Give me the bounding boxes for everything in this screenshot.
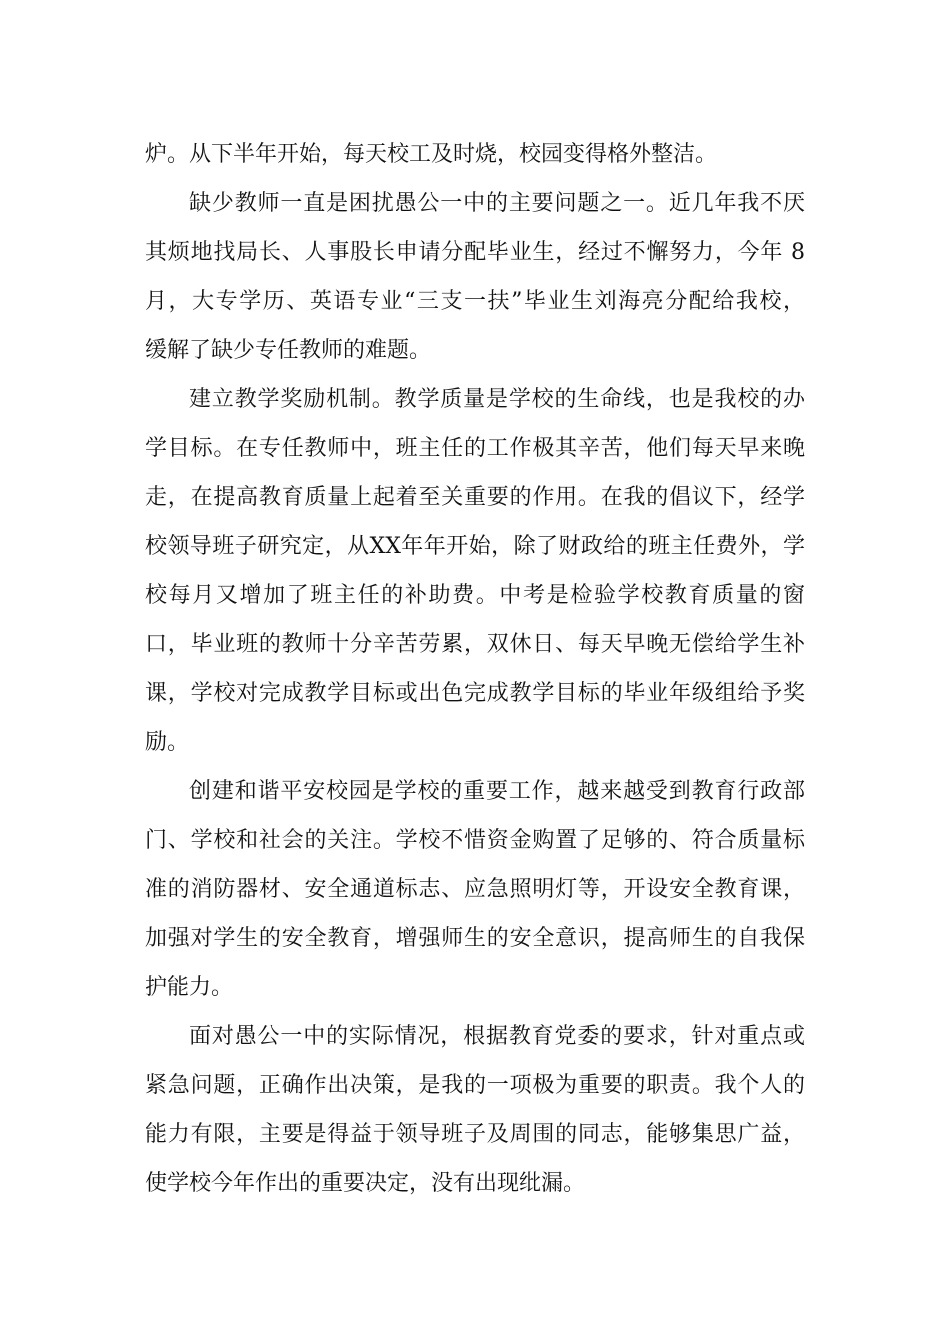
text-line: 炉。从下半年开始，每天校工及时烧，校园变得格外整洁。 [145, 142, 718, 167]
text-line: 缺少教师一直是困扰愚公一中的主要问题之一。近几年我不厌 [189, 191, 805, 216]
text-line: 护能力。 [145, 975, 234, 1000]
text-line: 门、学校和社会的关注。学校不惜资金购置了足够的、符合质量标 [145, 828, 805, 853]
text-line: 紧急问题，正确作出决策，是我的一项极为重要的职责。我个人的 [145, 1073, 805, 1098]
text-line: 建立教学奖励机制。教学质量是学校的生命线，也是我校的办 [189, 387, 805, 412]
text-line: 加强对学生的安全教育，增强师生的安全意识，提高师生的自我保 [145, 926, 805, 951]
text-line: 学目标。在专任教师中，班主任的工作极其辛苦，他们每天早来晚 [145, 436, 805, 461]
text-line: 校领导班子研究定，从XX年年开始，除了财政给的班主任费外，学 [145, 534, 805, 559]
document-body [145, 130, 805, 1208]
text-line: 能力有限，主要是得益于领导班子及周围的同志，能够集思广益， [145, 1122, 805, 1147]
text-line: 使学校今年作出的重要决定，没有出现纰漏。 [145, 1171, 586, 1196]
text-line: 月，大专学历、英语专业“三支一扶”毕业生刘海亮分配给我校， [145, 289, 805, 314]
text-line: 校每月又增加了班主任的补助费。中考是检验学校教育质量的窗 [145, 583, 805, 608]
text-line: 其烦地找局长、人事股长申请分配毕业生，经过不懈努力，今年 8 [145, 240, 805, 265]
text-line: 创建和谐平安校园是学校的重要工作，越来越受到教育行政部 [189, 779, 805, 804]
text-line: 缓解了缺少专任教师的难题。 [145, 338, 432, 363]
text-line: 面对愚公一中的实际情况，根据教育党委的要求，针对重点或 [189, 1024, 805, 1049]
text-line: 准的消防器材、安全通道标志、应急照明灯等，开设安全教育课， [145, 877, 805, 902]
text-line: 励。 [145, 730, 190, 755]
text-line: 课，学校对完成教学目标或出色完成教学目标的毕业年级组给予奖 [145, 681, 805, 706]
text-line: 走，在提高教育质量上起着至关重要的作用。在我的倡议下，经学 [145, 485, 805, 510]
text-line: 口，毕业班的教师十分辛苦劳累，双休日、每天早晚无偿给学生补 [145, 632, 805, 657]
